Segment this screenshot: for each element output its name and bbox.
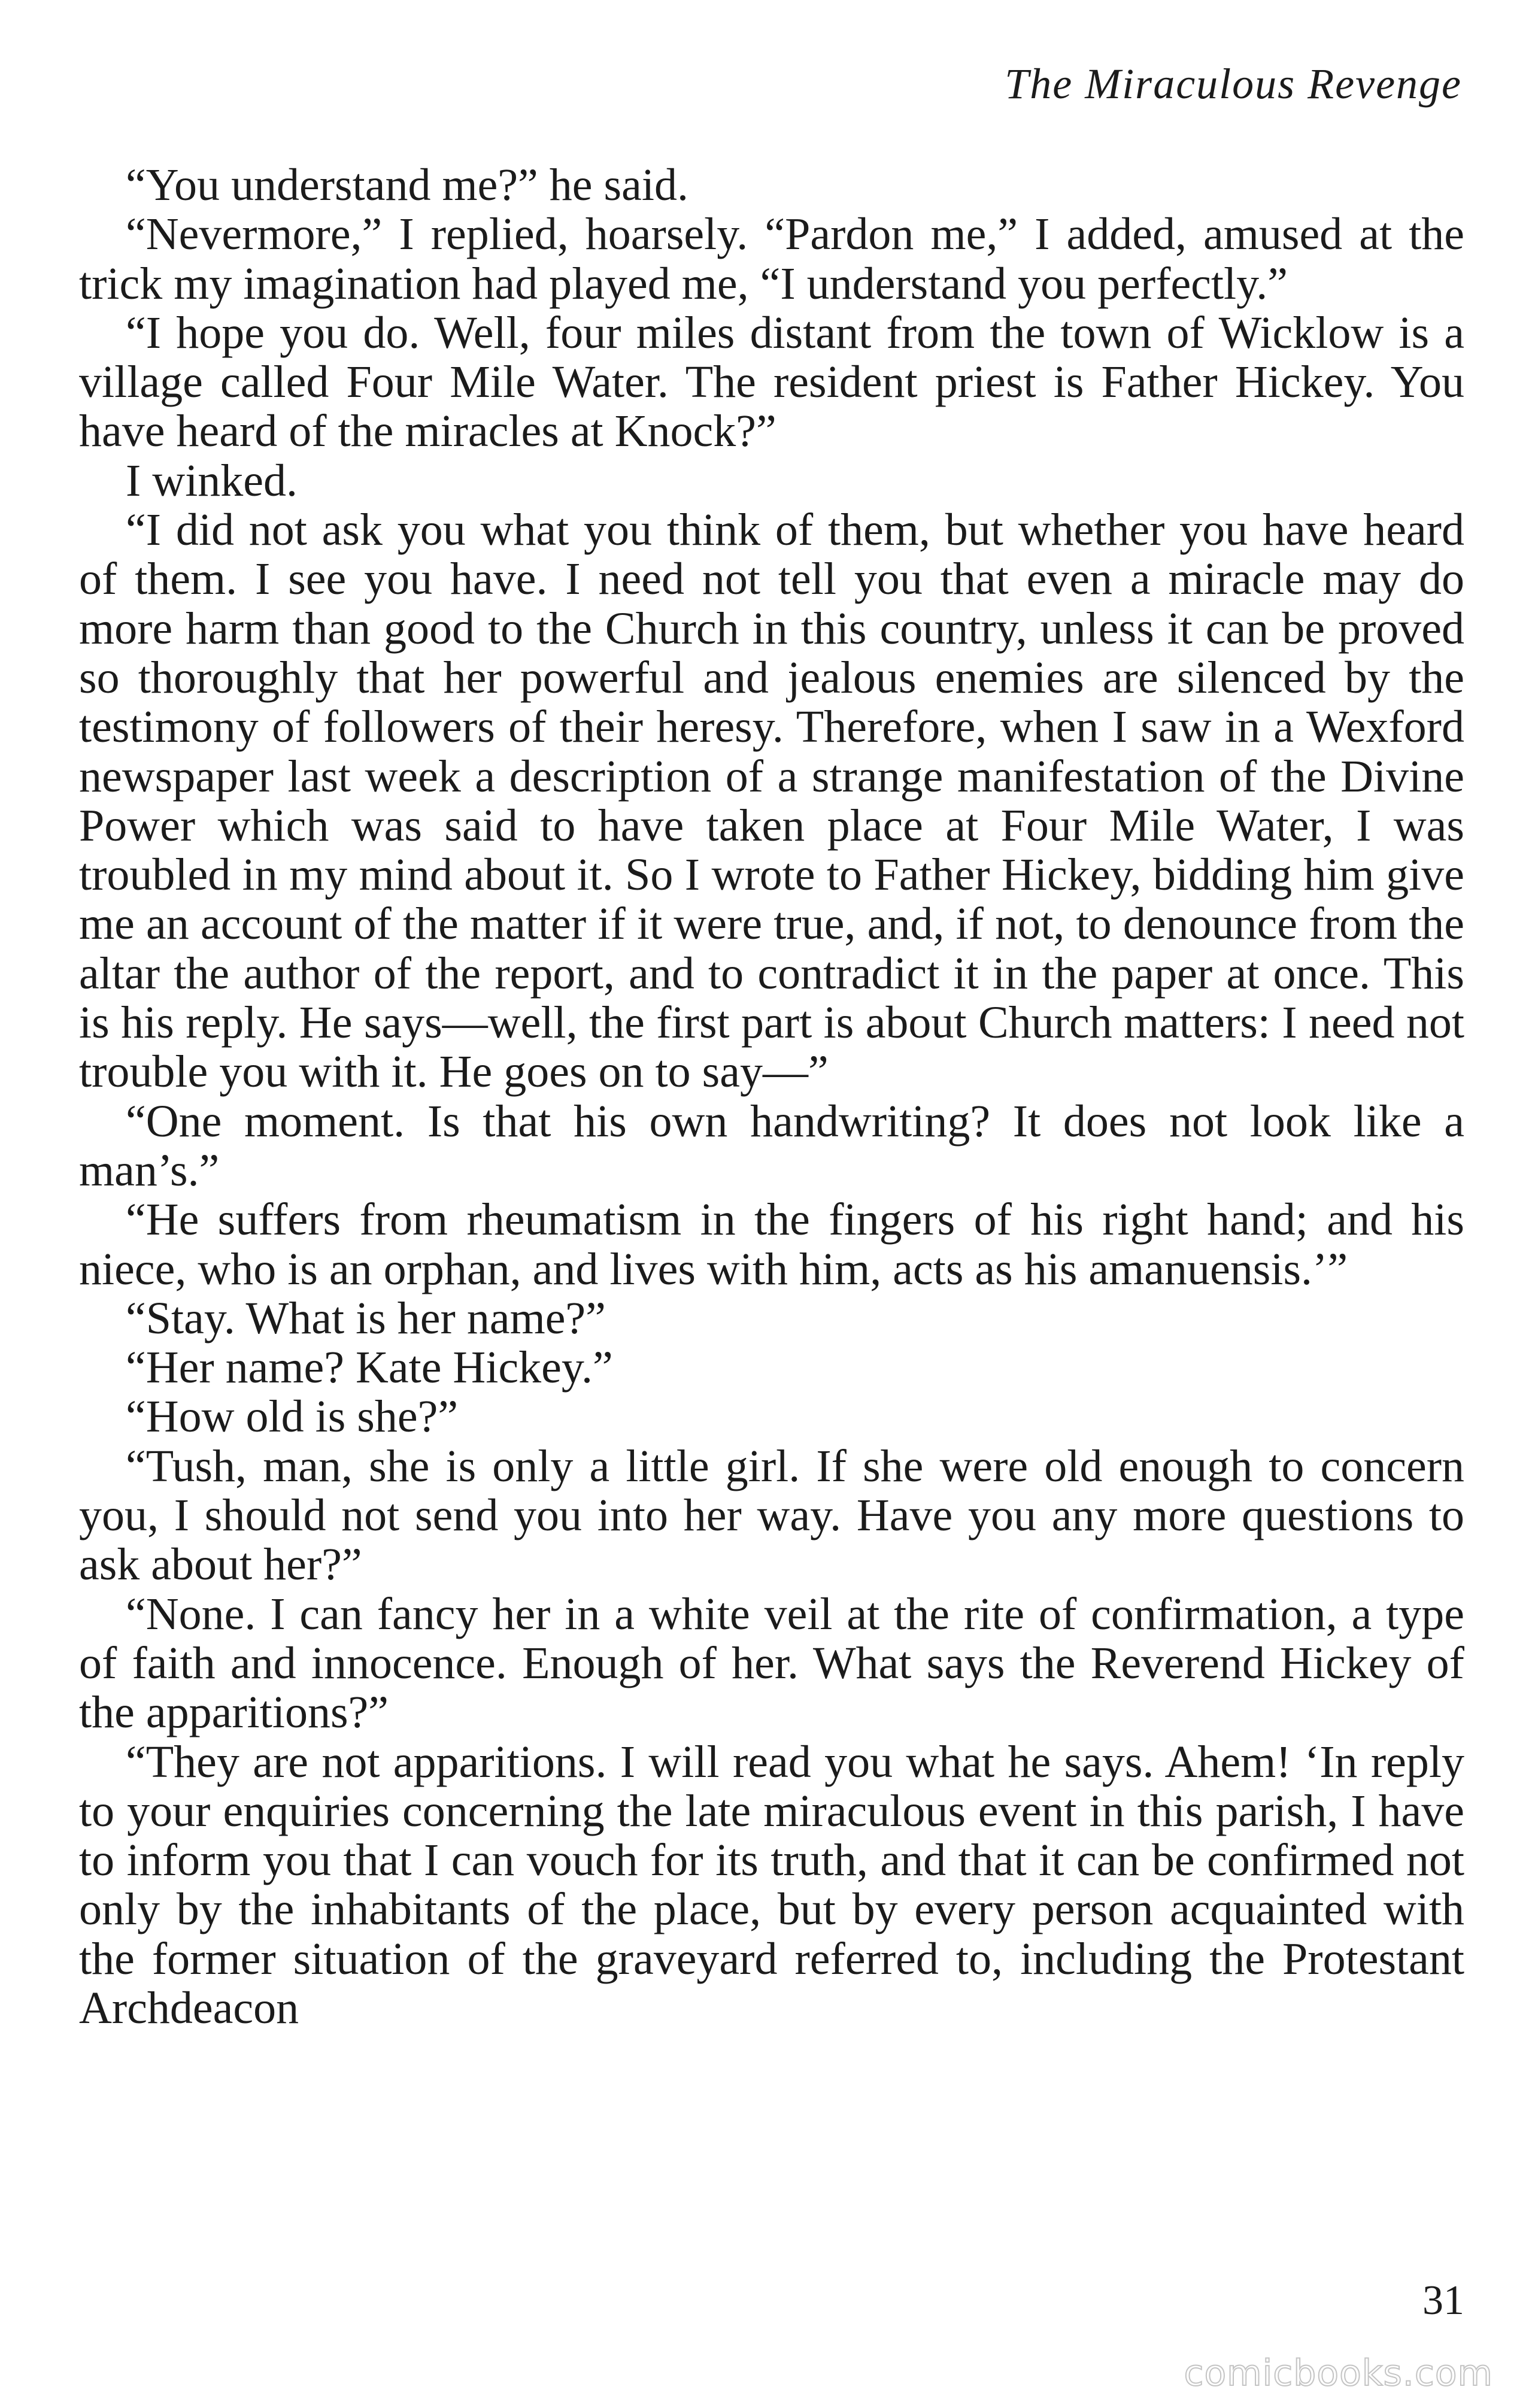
paragraph: “I hope you do. Well, four miles distant from the town of Wicklow is a village called Four Mile Water. The resident priest is Father Hickey. You have heard of the miracles at Knock?”	[79, 307, 1464, 457]
paragraph: “They are not apparitions. I will read you what he says. Ahem! ‘In reply to your enquiries concerning the late miraculous event in this parish, I have to inform you that I can vouch for its truth, and that it can be confirmed not only by the inhabitants of the place, but by every person acquainted with the former situation of the graveyard referred to, including the Protestant Archdeacon	[79, 1736, 1464, 2033]
body-text	[79, 160, 1464, 2033]
page-number: 31	[1422, 2277, 1464, 2324]
paragraph: “You understand me?” he said.	[126, 160, 688, 210]
paragraph: “None. I can fancy her in a white veil at the rite of confirmation, a type of faith and innocence. Enough of her. What says the Reverend Hickey of the apparitions?”	[79, 1588, 1464, 1738]
paragraph: “I did not ask you what you think of them, but whether you have heard of them. I see you have. I need not tell you that even a miracle may do more harm than good to the Church in this country, unless it can be proved so thoroughly that her powerful and jealous enemies are silenced by the testimony of followers of their heresy. Therefore, when I saw in a Wexford newspaper last week a description of a strange manifestation of the Divine Power which was said to have taken place at Four Mile Water, I was troubled in my mind about it. So I wrote to Father Hickey, bidding him give me an account of the matter if it were true, and, if not, to denounce from the altar the author of the report, and to contradict it in the paper at once. This is his reply. He says—well, the first part is about Church matters: I need not trouble you with it. He goes on to say—”	[79, 505, 1464, 1097]
paragraph: “Stay. What is her name?”	[126, 1293, 606, 1343]
paragraph: “One moment. Is that his own handwriting? It does not look like a man’s.”	[79, 1096, 1464, 1196]
watermark: comicbooks.com	[1184, 2352, 1493, 2394]
paragraph: “Tush, man, she is only a little girl. If she were old enough to concern you, I should not send you into her way. Have you any more questions to ask about her?”	[79, 1440, 1464, 1590]
paragraph: I winked.	[126, 455, 298, 506]
running-title: The Miraculous Revenge	[1005, 60, 1462, 108]
paragraph: “Her name? Kate Hickey.”	[126, 1342, 613, 1393]
paragraph: “He suffers from rheumatism in the fingers of his right hand; and his niece, who is an orphan, and lives with him, acts as his amanuensis.’”	[79, 1194, 1464, 1294]
paragraph: “How old is she?”	[126, 1391, 459, 1442]
paragraph: “Nevermore,” I replied, hoarsely. “Pardon me,” I added, amused at the trick my imagination had played me, “I understand you perfectly.”	[79, 209, 1464, 309]
